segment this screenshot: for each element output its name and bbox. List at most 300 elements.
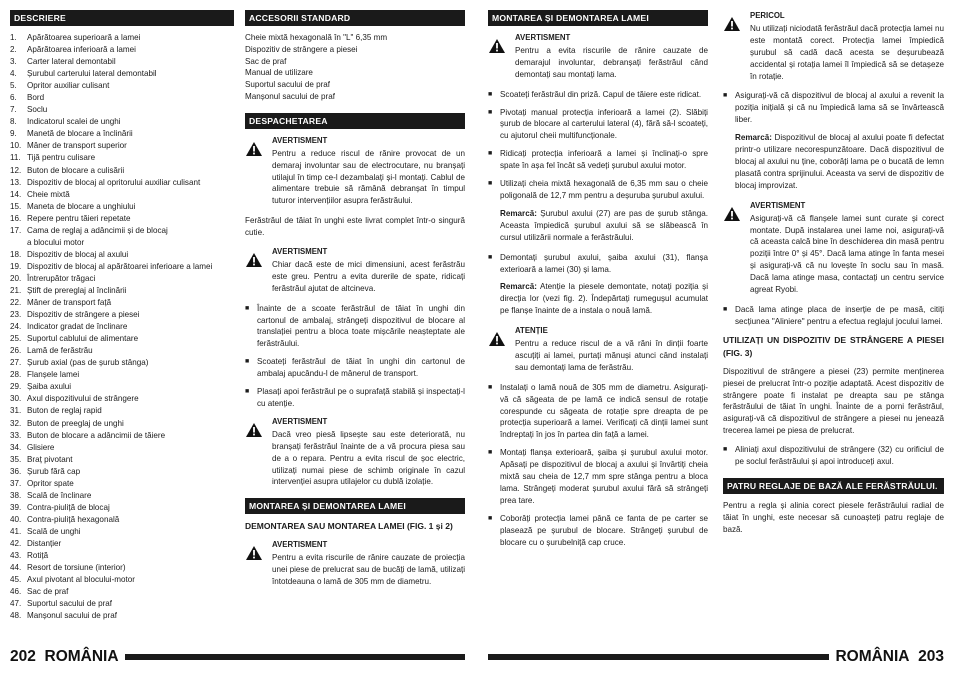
bullet-item [488, 513, 708, 549]
item-number: 26. [10, 346, 22, 356]
item-number: 6. [10, 93, 17, 103]
warning-block [488, 325, 708, 374]
item-number: 38. [10, 490, 22, 500]
item-label: Buton de preeglaj de unghi [27, 418, 124, 428]
item-text [27, 586, 68, 598]
list-item [10, 598, 234, 610]
right-column-1 [488, 10, 708, 555]
item-label: Scală de unghi [27, 526, 81, 536]
list-item [10, 80, 234, 92]
note-text: Atenție la piesele demontate, notați poziția și direcția lor (vezi fig. 2). Îndepărtați rumegușul acumulat pe flanșe înainte de a instala o nouă lamă. [500, 282, 708, 316]
item-label: Soclu [27, 105, 48, 115]
item-text [27, 381, 71, 393]
item-number: 37. [10, 478, 22, 488]
bullet-text: Asigurați-vă că dispozitivul de blocaj al axului a revenit la poziția inițială și că nu împiedică lama să se învârtească liber. [735, 91, 944, 125]
bullet-item [245, 303, 465, 351]
bullet-icon: ■ [488, 253, 493, 261]
list-item [10, 562, 234, 574]
warning-title: AVERTISMENT [272, 247, 328, 257]
warning-text: Dacă vreo piesă lipsește sau este deteriorată, nu branșați ferăstrăul înainte de a vă procura piesa sau de a o repara. Pentru a evita riscul de șoc electric, utilizați numai piese de schimb originale în cazul intervenției asupra utilajelor cu dublă izolație. [272, 429, 465, 487]
item-number: 8. [10, 117, 17, 127]
item-number: 46. [10, 587, 22, 597]
bullet-icon: ■ [488, 108, 493, 116]
item-number: 28. [10, 370, 22, 380]
item-text [27, 526, 81, 538]
list-item [10, 574, 234, 586]
item-number: 34. [10, 442, 22, 452]
bullet-text: Ridicați protecția inferioară a lamei și înclinați-o spre spate în așa fel încât să vedeți șurubul axului motor. [500, 149, 708, 171]
bullet-icon: ■ [245, 388, 250, 396]
item-number: 10. [10, 141, 22, 151]
item-text [27, 92, 44, 104]
bullet-list [723, 304, 944, 328]
paragraph: Ferăstrăul de tăiat în unghi este livrat complet într-o singură cutie. [245, 216, 465, 238]
item-label: Contra-piuliță de blocaj [27, 502, 110, 512]
item-number: 40. [10, 514, 22, 524]
item-number: 33. [10, 430, 22, 440]
item-label: Lamă de ferăstrău [27, 346, 93, 356]
item-text [27, 442, 54, 454]
list-item [10, 225, 234, 249]
footer-page-label [829, 648, 944, 666]
item-label: Buton de reglaj rapid [27, 406, 102, 416]
item-label: Braț pivotant [27, 454, 73, 464]
item-label: Indicator gradat de înclinare [27, 322, 128, 332]
bullet-text: Scoateți ferăstrăul din priză. Capul de tăiere este ridicat. [500, 89, 702, 99]
warning-title: AVERTISMENT [515, 33, 571, 42]
item-text [27, 418, 124, 430]
item-text [27, 321, 127, 333]
item-label: Axul dispozitivului de strângere [27, 394, 139, 404]
section-header-reglaje: PATRU REGLAJE DE BAZĂ ALE FERĂSTRĂULUI. [723, 478, 944, 494]
warning-icon [723, 200, 750, 296]
footer-page-label [10, 648, 125, 666]
item-text [27, 562, 126, 574]
bullet-item [723, 90, 944, 126]
list-item [10, 261, 234, 273]
list-item [10, 177, 234, 189]
list-item [10, 478, 234, 490]
item-label: Indicatorul scalei de unghi [27, 117, 121, 127]
item-label: Întrerupător trăgaci [27, 273, 96, 283]
item-number: 1. [10, 33, 17, 42]
warning-block [245, 135, 465, 207]
item-number: 25. [10, 334, 22, 344]
item-number: 20. [10, 273, 22, 283]
section-header-descriere: DESCRIERE [10, 10, 234, 26]
item-number: 43. [10, 551, 22, 561]
warning-icon [245, 246, 272, 295]
item-text [27, 333, 138, 345]
item-label: Dispozitiv de blocaj al apărătoarei inferioare a lamei [27, 261, 213, 271]
item-label: Apărătoarea superioară a lamei [27, 33, 141, 42]
bullet-icon: ■ [488, 180, 493, 188]
list-item [10, 152, 234, 164]
item-number: 39. [10, 502, 22, 512]
item-number: 19. [10, 261, 22, 271]
list-item [10, 610, 234, 622]
item-label: Șurub axial (pas de șurub stânga) [27, 358, 149, 368]
item-number: 31. [10, 406, 22, 416]
item-number: 48. [10, 611, 22, 621]
note-label: Remarcă: [500, 282, 537, 292]
item-number: 3. [10, 57, 17, 67]
item-label: Cama de reglaj a adâncimii și de blocaj [27, 225, 168, 235]
item-number: 18. [10, 249, 22, 259]
item-number: 36. [10, 466, 22, 476]
item-text [27, 213, 130, 225]
bullet-icon: ■ [723, 446, 728, 454]
list-item [10, 333, 234, 345]
note-text: Șurubul axului (27) are pas de șurub stânga. Aceasta împiedică șurubul axului să se slăbească în cursul utilizării normale a ferăstrăului. [500, 208, 708, 242]
item-number: 21. [10, 285, 22, 295]
item-text [27, 104, 47, 116]
item-label: Repere pentru tăieri repetate [27, 213, 131, 223]
bullet-list [488, 382, 708, 549]
item-label: Buton de blocare a culisării [27, 165, 125, 175]
item-text [27, 44, 136, 56]
list-item [10, 165, 234, 177]
note-text: Dispozitivul de blocaj al axului poate fi defectat printr-o utilizare necorespunzătoare. Dacă dispozitivul de blocaj al axului nu ține, coborâți lama pe o bucată de lemn plasată contra sprijinului. Aceasta va servi de dispozitiv de blocaj improvizat. [735, 133, 944, 190]
item-label: Tijă pentru culisare [27, 153, 96, 163]
item-label: Flanșele lamei [27, 370, 80, 380]
list-item [10, 56, 234, 68]
note [500, 281, 708, 317]
warning-title: AVERTISMENT [750, 200, 806, 210]
item-text [27, 261, 212, 273]
item-number: 7. [10, 105, 17, 115]
warning-block [245, 539, 465, 588]
warning-block [723, 200, 944, 296]
list-item [10, 321, 234, 333]
bullet-icon: ■ [488, 383, 493, 391]
item-label: Axul pivotant al blocului-motor [27, 575, 135, 585]
page-number: 203 [918, 648, 944, 665]
item-label: Distanțier [27, 538, 62, 548]
item-number: 4. [10, 69, 17, 79]
bullet-list [488, 252, 708, 276]
subheading: UTILIZAȚI UN DISPOZITIV DE STRÂNGERE A PIESEI (FIG. 3) [723, 334, 944, 358]
section-header-accesorii: ACCESORII STANDARD [245, 10, 465, 26]
list-item [10, 249, 234, 261]
list-item [10, 201, 234, 213]
item-text [27, 285, 126, 297]
warning-text: Pentru a reduce riscul de a vă răni în dinții foarte ascuțiți ai lamei, purtați mănuși atunci când instalați sau demontați lama de ferăstrău. [515, 339, 708, 372]
bullet-text: Pivotați manual protecția inferioară a lamei (2). Slăbiți șurub de blocare al carterului lateral (4), fără să-l scoateți, cu ajutorul cheii multifuncționale. [500, 107, 708, 141]
bullet-text: Coborâți protecția lamei până ce fanta de pe carter se plasează pe șurubul de blocare. Strângeți șurubul de blocare cu o șurubelniță cap cruce. [500, 513, 708, 547]
list-item [10, 44, 234, 56]
bullet-icon: ■ [488, 150, 493, 158]
accessory-item: Cheie mixtă hexagonală în "L" 6,35 mm [245, 33, 388, 42]
warning-icon [723, 10, 750, 82]
warning-block [488, 32, 708, 81]
warning-title: AVERTISMENT [272, 540, 328, 550]
item-label: Sac de praf [27, 587, 69, 597]
item-label: Carter lateral demontabil [27, 57, 116, 67]
item-text [27, 128, 133, 140]
list-item [10, 140, 234, 152]
warning-title: AVERTISMENT [272, 135, 328, 145]
item-label: Resort de torsiune (interior) [27, 563, 126, 573]
accessory-item: Suportul sacului de praf [245, 80, 331, 90]
warning-icon [488, 325, 515, 374]
warning-text: Chiar dacă este de mici dimensiuni, acest ferăstrău este greu. Pentru a evita durerile de spate, ridicați ferăstrăul ajutat de altcineva. [272, 259, 465, 293]
descriere-column [10, 10, 234, 622]
item-label: Suportul sacului de praf [27, 599, 113, 609]
item-label: Cheie mixtă [27, 189, 70, 199]
list-item [10, 490, 234, 502]
item-text [27, 357, 148, 369]
item-text [27, 189, 70, 201]
warning-block [245, 416, 465, 488]
item-text [27, 502, 110, 514]
bullet-icon: ■ [245, 304, 250, 312]
item-number: 47. [10, 599, 22, 609]
item-number: 22. [10, 298, 22, 308]
list-item [10, 357, 234, 369]
list-item [10, 285, 234, 297]
item-text [27, 140, 127, 152]
item-label: Dispozitiv de strângere a piesei [27, 310, 140, 320]
item-number: 17. [10, 225, 22, 235]
list-item [10, 502, 234, 514]
item-label: Știft de prereglaj al înclinării [27, 285, 127, 295]
item-text [27, 430, 165, 442]
list-item [10, 430, 234, 442]
item-label: Glisiere [27, 442, 55, 452]
item-text [27, 514, 119, 526]
item-label: Mâner de transport superior [27, 141, 127, 151]
warning-title: AVERTISMENT [272, 416, 328, 426]
item-text [27, 610, 117, 622]
bullet-item [488, 107, 708, 143]
item-text [27, 165, 124, 177]
item-label: Suportul cablului de alimentare [27, 334, 139, 344]
list-item [10, 538, 234, 550]
item-label: Manetă de blocare a înclinării [27, 129, 133, 139]
list-item [10, 514, 234, 526]
warning-text: Asigurați-vă că flanșele lamei sunt curate și corect montate. După instalarea unei lame noi, asigurați-vă că aceasta calcă bine în deschiderea din masă pentru poziții între 0° și 45°. Dacă lama atinge în fanta mesei și asigurați-vă că nu lovește în soclu sau în masă. Dacă lama atinge masa, contactați un centru service agreat Ryobi. [750, 213, 944, 295]
item-label: Apărătoarea inferioară a lamei [27, 45, 136, 55]
bullet-text: Plasați apoi ferăstrăul pe o suprafață stabilă și inspectați-l cu atenție. [257, 387, 465, 408]
bullet-item [488, 148, 708, 172]
item-text [27, 32, 140, 44]
item-number: 9. [10, 129, 17, 139]
bullet-icon: ■ [488, 514, 493, 522]
item-label: Manșonul sacului de praf [27, 611, 117, 621]
item-label: Maneta de blocare a unghiului [27, 201, 136, 211]
bullet-icon: ■ [723, 92, 728, 100]
item-label-continued: a blocului motor [27, 237, 85, 247]
list-item [10, 309, 234, 321]
paragraph: Pentru a regla și alinia corect piesele ferăstrăului radial de tăiat în unghi, este necesar să cunoașteți patru reglaje de bază. [723, 501, 944, 534]
accesorii-list [245, 32, 465, 103]
item-label: Mâner de transport față [27, 298, 112, 308]
list-item [10, 116, 234, 128]
item-label: Bord [27, 93, 45, 103]
bullet-item [245, 386, 465, 410]
list-item [10, 550, 234, 562]
accessory-item: Manșonul sacului de praf [245, 91, 335, 101]
right-column-2 [723, 10, 944, 543]
list-item [10, 345, 234, 357]
item-text [27, 116, 121, 128]
left-column-2 [245, 10, 465, 596]
item-text [27, 393, 139, 405]
bullet-text: Dacă lama atinge placa de inserție de pe masă, citiți secțiunea "Aliniere" pentru a efectua reglajul jocului lamei. [735, 304, 944, 326]
item-label: Șaiba axului [27, 382, 72, 392]
list-item [10, 189, 234, 201]
item-text [27, 574, 135, 586]
item-text [27, 598, 112, 610]
danger-block [723, 10, 944, 82]
item-number: 23. [10, 310, 22, 320]
footer-country: ROMÂNIA [44, 648, 119, 665]
parts-list [10, 32, 234, 622]
list-item [10, 32, 234, 44]
warning-icon [245, 539, 272, 588]
item-text [27, 225, 168, 249]
item-text [27, 201, 135, 213]
bullet-text: Montați flanșa exterioară, șaiba și șurubul axului motor. Apăsați pe dispozitivul de blocaj a axului și învârtiți cheia mixtă sau cheia de 12,7 mm spre stânga pentru a bloca lama. Strângeți moderat șurubul axului fără să strângeți prea tare. [500, 448, 708, 505]
bullet-item [488, 178, 708, 202]
item-number: 45. [10, 575, 22, 585]
footer-right [488, 648, 944, 666]
section-header-montarea: MONTAREA ȘI DEMONTAREA LAMEI [245, 498, 465, 514]
item-label: Dispozitiv de blocaj al axului [27, 249, 129, 259]
bullet-item [488, 447, 708, 507]
note-label: Remarcă: [735, 133, 772, 143]
accessory-item: Sac de praf [245, 56, 287, 66]
list-item [10, 454, 234, 466]
warning-icon [245, 135, 272, 207]
note [735, 132, 944, 192]
bullet-text: Instalați o lamă nouă de 305 mm de diametru. Asigurați-vă că săgeata de pe lamă ce indică sensul de rotație corespunde cu săgeata de rotație spre dreapta de pe protecția superioară a lamei. Verificați că dinții lamei sunt îndreptați în jos în partea din față a lamei. [500, 382, 708, 440]
warning-icon [245, 416, 272, 488]
paragraph: Dispozitivul de strângere a piesei (23) permite menținerea piesei de prelucrat într-o poziție adaptată. Acest dispozitiv de strângere poate fi instalat pe dreapta sau pe stânga ferăstrăului de tăiat în unghi. Înainte de a porni ferăstrăul, asigurați-vă că dispozitivul de strângere a piesei nu jenează trecerea lamei pe piesa de prelucrat. [723, 366, 944, 436]
warning-block [245, 246, 465, 295]
warning-icon [488, 32, 515, 81]
bullet-text: Aliniați axul dispozitivului de strângere (32) cu orificiul de pe soclul ferăstrăului și apoi introduceți axul. [735, 445, 944, 467]
list-item [10, 418, 234, 430]
page-number: 202 [10, 648, 36, 665]
bullet-icon: ■ [245, 358, 250, 366]
item-label: Buton de blocare a adâncimii de tăiere [27, 430, 166, 440]
item-label: Opritor auxiliar culisant [27, 81, 110, 91]
item-text [27, 478, 74, 490]
section-header-montarea-right: MONTAREA ȘI DEMONTAREA LAMEI [488, 10, 708, 26]
item-number: 12. [10, 165, 22, 175]
item-number: 41. [10, 526, 22, 536]
bullet-text: Demontați șurubul axului, șaiba axului (31), flanșa exterioară a lamei (30) și lama. [500, 252, 708, 274]
bullet-list [723, 90, 944, 126]
item-number: 27. [10, 358, 22, 368]
item-text [27, 405, 102, 417]
bullet-item [723, 304, 944, 328]
item-number: 29. [10, 382, 22, 392]
footer-country: ROMÂNIA [835, 648, 910, 665]
list-item [10, 369, 234, 381]
bullet-icon: ■ [723, 305, 728, 313]
item-number: 14. [10, 189, 22, 199]
list-item [10, 92, 234, 104]
danger-text: Nu utilizați niciodată ferăstrăul dacă protecția lamei nu este montată corect. Protecția lamei împiedică șurubul să cadă dacă acesta se deșurubează accidental și rotația lamei îl împiedică să se detașeze în rotație. [750, 23, 944, 81]
bullet-text: Utilizați cheia mixtă hexagonală de 6,35 mm sau o cheie poligonală de 12,7 mm pentru a deșuruba șurubul axului. [500, 179, 708, 200]
item-text [27, 369, 79, 381]
item-text [27, 550, 48, 562]
item-number: 42. [10, 538, 22, 548]
item-number: 30. [10, 394, 22, 404]
item-text [27, 249, 128, 261]
item-number: 13. [10, 177, 22, 187]
item-text [27, 56, 116, 68]
bullet-icon: ■ [488, 90, 493, 98]
item-number: 2. [10, 45, 17, 55]
item-text [27, 152, 95, 164]
list-item [10, 405, 234, 417]
item-number: 5. [10, 81, 17, 91]
list-item [10, 273, 234, 285]
item-label: Șurub fără cap [27, 466, 81, 476]
item-text [27, 80, 109, 92]
accessory-item: Manual de utilizare [245, 68, 313, 78]
warning-text: Pentru a evita riscurile de rănire cauzate de demarajul involuntar, debranșați ferăstrăul când demontați sau montați lama. [515, 45, 708, 79]
item-label: Șurubul carterului lateral demontabil [27, 69, 157, 79]
bullet-text: Înainte de a scoate ferăstrăul de tăiat în unghi din cartonul de ambalaj, strângeți dispozitivul de blocare al translației pentru a bloca toate mișcările neașteptate ale ferăstrăului. [257, 303, 465, 349]
item-text [27, 454, 72, 466]
list-item [10, 128, 234, 140]
note [500, 208, 708, 244]
item-label: Contra-piuliță hexagonală [27, 514, 120, 524]
item-number: 44. [10, 563, 22, 573]
item-label: Scală de înclinare [27, 490, 92, 500]
item-number: 32. [10, 418, 22, 428]
bullet-list [488, 89, 708, 202]
list-item [10, 381, 234, 393]
item-number: 15. [10, 201, 22, 211]
warning-text: Pentru a reduce riscul de rănire provocat de un demaraj involuntar sau de electrocutare, nu branșați utilajul în timp ce-l dezambalați și-l montați. Cablul de alimentare trebuie să rămână debranșat în timpul tuturor intervențiilor asupra ferăstrăului. [272, 148, 465, 206]
item-text [27, 68, 157, 80]
list-item [10, 297, 234, 309]
list-item [10, 442, 234, 454]
bullet-text: Scoateți ferăstrăul de tăiat în unghi din cartonul de ambalaj apucându-l de mânerul de transport. [257, 357, 465, 379]
warning-title: ATENȚIE [515, 326, 548, 336]
bullet-list [723, 444, 944, 468]
note-label: Remarcă: [500, 208, 537, 218]
bullet-item [245, 356, 465, 380]
bullet-item [488, 382, 708, 442]
item-number: 16. [10, 213, 22, 223]
accessory-item: Dispozitiv de strângere a piesei [245, 44, 358, 54]
item-number: 11. [10, 153, 21, 163]
danger-title: PERICOL [750, 11, 785, 20]
item-text [27, 273, 95, 285]
section-header-despachetarea: DESPACHETAREA [245, 113, 465, 129]
subheading: DEMONTAREA SAU MONTAREA LAMEI (FIG. 1 și 2) [245, 521, 453, 532]
item-label: Opritor spate [27, 478, 74, 488]
item-text [27, 466, 80, 478]
item-label: Dispozitiv de blocaj al opritorului auxiliar culisant [27, 177, 201, 187]
bullet-item [488, 252, 708, 276]
item-text [27, 309, 139, 321]
item-text [27, 345, 93, 357]
list-item [10, 68, 234, 80]
bullet-item [488, 89, 708, 101]
list-item [10, 466, 234, 478]
item-text [27, 538, 61, 550]
item-text [27, 297, 111, 309]
footer-left [10, 648, 465, 666]
